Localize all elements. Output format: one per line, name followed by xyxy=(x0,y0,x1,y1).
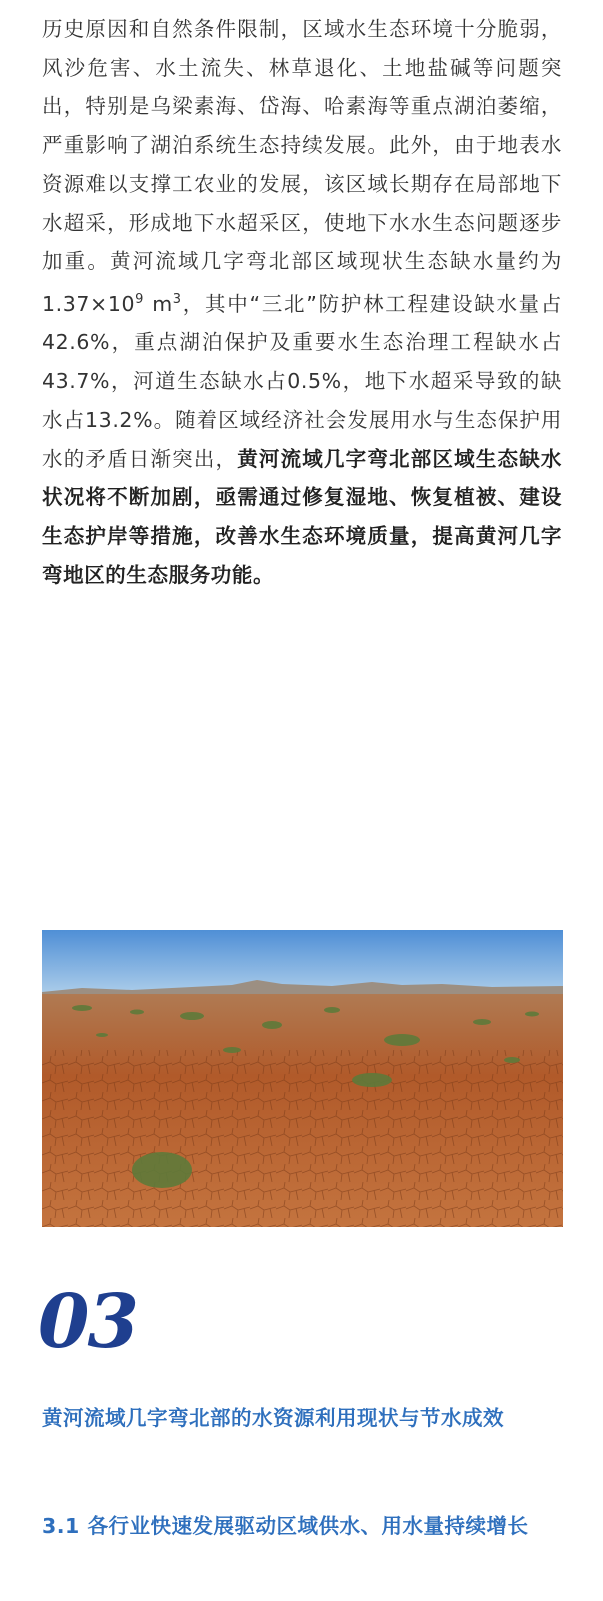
section-title: 黄河流域几字弯北部的水资源利用现状与节水成效 xyxy=(42,1406,504,1430)
cracked-desert-photo xyxy=(42,930,563,1227)
exponent-9: 9 xyxy=(135,291,144,307)
section-number: 03 xyxy=(38,1279,137,1365)
unit-m: m xyxy=(143,291,173,316)
exponent-3: 3 xyxy=(172,291,182,307)
subsection-title: 3.1 各行业快速发展驱动区域供水、用水量持续增长 xyxy=(42,1514,529,1538)
paragraph-text-continued: ，其中“三北”防护林工程建设缺水量占42.6%，重点湖泊保护及重要水生态治理工程缺水占43.7%，河道生态缺水占0.5%，地下水超采导致的缺水占13.2%。随着区域经济社会发展用水与生态保护用水的矛盾日渐突出， xyxy=(42,291,562,471)
desert-landscape-image xyxy=(42,930,563,1227)
paragraph-bold-conclusion: 黄河流域几字弯北部区域生态缺水状况将不断加剧，亟需通过修复湿地、恢复植被、建设生态护岸等措施，改善水生态环境质量，提高黄河几字弯地区的生态服务功能。 xyxy=(42,446,562,587)
paragraph-text: 历史原因和自然条件限制，区域水生态环境十分脆弱，风沙危害、水土流失、林草退化、土地盐碱等问题突出，特别是乌梁素海、岱海、哈素海等重点湖泊萎缩，严重影响了湖泊系统生态持续发展。此外，由于地表水资源难以支撑工农业的发展，该区域长期存在局部地下水超采，形成地下水超采区，使地下水水生态问题逐步加重。黄河流域几字弯北部区域现状生态缺水量约为 1.37×10 xyxy=(42,17,562,316)
article-paragraph xyxy=(42,10,562,594)
